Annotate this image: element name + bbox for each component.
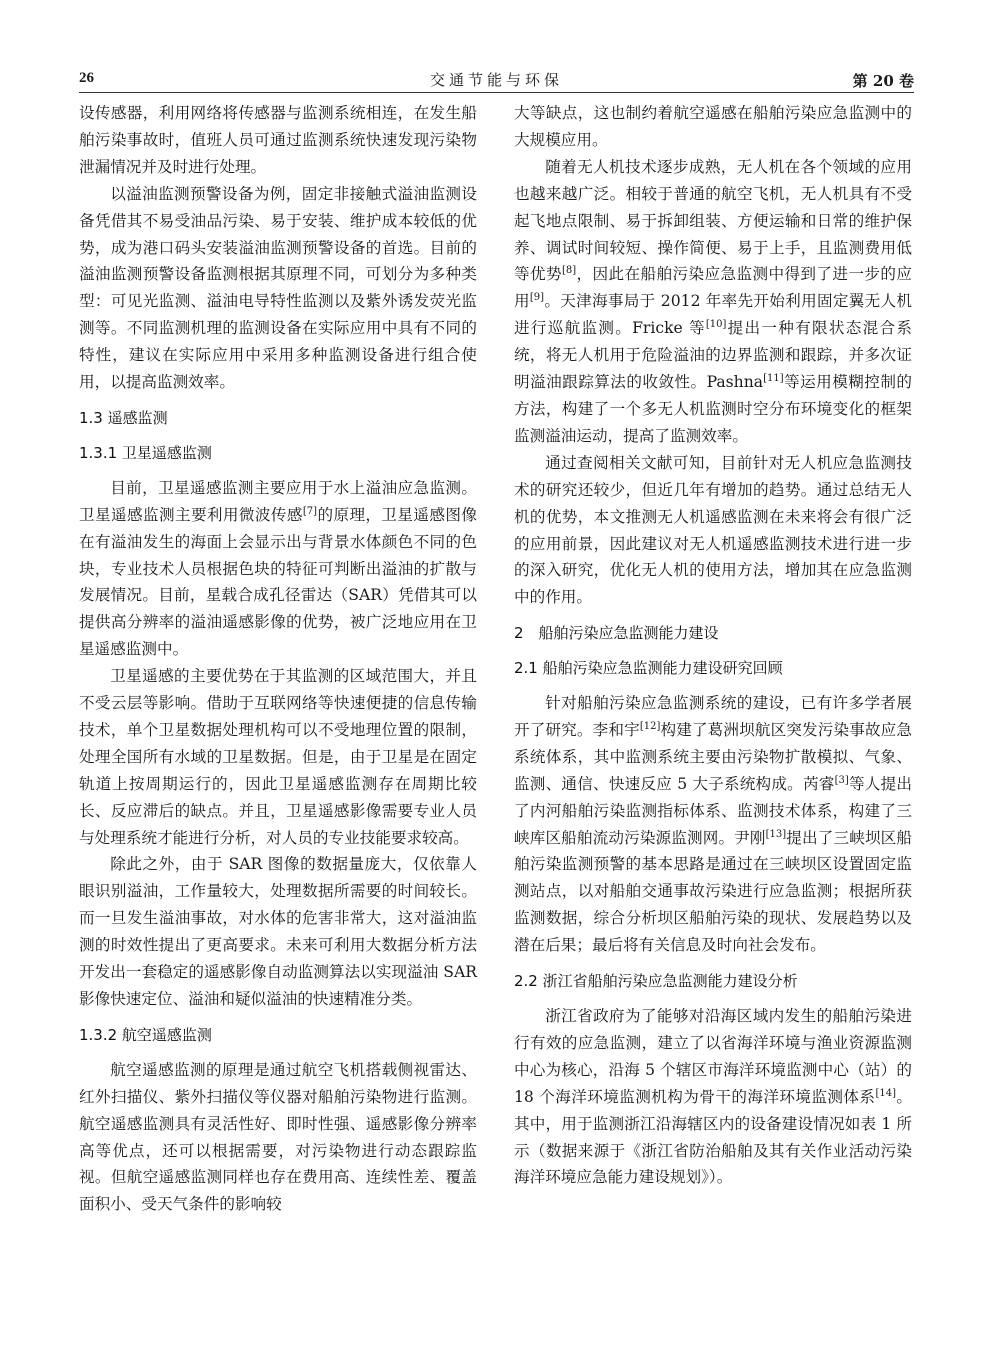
citation: [8] — [561, 265, 577, 277]
paragraph: 随着无人机技术逐步成熟，无人机在各个领域的应用也越来越广泛。相较于普通的航空飞机，无人机具有不受起飞地点限制、易于拆卸组装、方便运输和日常的维护保养、调试时间较短、操作简便、易于上手，且监测费用低等优势[8]，因此在船舶污染应急监测中得到了进一步的应用[9]。天津海事局于 2012 年率先开始利用固定翼无人机进行巡航监测。Fricke 等[10]提出一种有限状态混合系统，将无人机用于危险溢油的边界监测和跟踪，并多次证明溢油跟踪算法的收敛性。Pashna[11]等运用模糊控制的方法，构建了一个多无人机监测时空分布环境变化的框架监测溢油运动，提高了监测效率。 — [514, 157, 912, 445]
left-column — [79, 100, 477, 1218]
citation: [7] — [302, 505, 318, 517]
paragraph: 目前，卫星遥感监测主要应用于水上溢油应急监测。卫星遥感监测主要利用微波传感[7]的原理，卫星遥感图像在有溢油发生的海面上会显示出与背景水体颜色不同的色块，专业技术人员根据色块的特征可判断出溢油的扩散与发展情况。目前，星载合成孔径雷达（SAR）凭借其可以提供高分辨率的溢油遥感影像的优势，被广泛地应用在卫星遥感监测中。 — [79, 478, 477, 659]
citation: [10] — [705, 319, 727, 331]
paragraph: 航空遥感监测的原理是通过航空飞机搭载侧视雷达、红外扫描仪、紫外扫描仪等仪器对船舶污染物进行监测。航空遥感监测具有灵活性好、即时性强、遥感影像分辨率高等优点，还可以根据需要，对污染物进行动态跟踪监视。但航空遥感监测同样也存在费用高、连续性差、覆盖面积小、受天气条件的影响较 — [79, 1060, 477, 1214]
citation: [3] — [834, 774, 849, 786]
subsection-heading-2-2: 2.2 浙江省船舶污染应急监测能力建设分析 — [514, 972, 798, 991]
volume-label: 第 20 卷 — [852, 72, 914, 90]
running-header — [79, 66, 914, 93]
subsection-heading-1-3-2: 1.3.2 航空遥感监测 — [79, 1025, 212, 1044]
citation: [9] — [529, 292, 545, 304]
citation: [13] — [765, 828, 787, 840]
paragraph: 设传感器，利用网络将传感器与监测系统相连，在发生船舶污染事故时，值班人员可通过监测系统快速发现污染物泄漏情况并及时进行处理。 — [79, 104, 477, 176]
paragraph: 浙江省政府为了能够对沿海区域内发生的船舶污染进行有效的应急监测，建立了以省海洋环境与渔业资源监测中心为核心，沿海 5 个辖区市海洋环境监测中心（站）的 18 个海洋环境监测机构为骨干的海洋环境监测体系[14]。其中，用于监测浙江沿海辖区内的设备建设情况如表 1 所示（数据来源于《浙江省防治船舶及其有关作业活动污染海洋环境应急能力建设规划》）。 — [514, 1007, 912, 1187]
paragraph: 除此之外，由于 SAR 图像的数据量庞大，仅依靠人眼识别溢油，工作量较大，处理数据所需要的时间较长。而一旦发生溢油事故，对水体的危害非常大，这对溢油监测的时效性提出了更高要求。未来可利用大数据分析方法开发出一套稳定的遥感影像自动监测算法以实现溢油 SAR 影像快速定位、溢油和疑似溢油的快速精准分类。 — [79, 855, 477, 1008]
subsection-heading-2-1: 2.1 船舶污染应急监测能力建设研究回顾 — [514, 659, 783, 678]
paragraph: 大等缺点，这也制约着航空遥感在船舶污染应急监测中的大规模应用。 — [514, 104, 912, 149]
journal-title: 交通节能与环保 — [429, 71, 563, 89]
section-heading-2: 2 船舶污染应急监测能力建设 — [514, 624, 719, 643]
citation: [12] — [639, 720, 661, 732]
paragraph: 卫星遥感的主要优势在于其监测的区域范围大，并且不受云层等影响。借助于互联网络等快速便捷的信息传输技术，单个卫星数据处理机构可以不受地理位置的限制，处理全国所有水域的卫星数据。但是，由于卫星是在固定轨道上按周期运行的，因此卫星遥感监测存在周期比较长、反应滞后的缺点。并且，卫星遥感影像需要专业人员与处理系统才能进行分析，对人员的专业技能要求较高。 — [79, 667, 477, 847]
right-column — [514, 100, 912, 1191]
section-heading-1-3: 1.3 遥感监测 — [79, 408, 168, 427]
citation: [14] — [875, 1087, 896, 1099]
subsection-heading-1-3-1: 1.3.1 卫星遥感监测 — [79, 443, 212, 462]
paragraph: 通过查阅相关文献可知，目前针对无人机应急监测技术的研究还较少，但近几年有增加的趋势。通过总结无人机的优势，本文推测无人机遥感监测在未来将会有很广泛的应用前景，因此建议对无人机遥感监测技术进行进一步的深入研究，优化无人机的使用方法，增加其在应急监测中的作用。 — [514, 453, 912, 607]
paragraph: 针对船舶污染应急监测系统的建设，已有许多学者展开了研究。李和宇[12]构建了葛洲坝航区突发污染事故应急系统体系，其中监测系统主要由污染物扩散模拟、气象、监测、通信、快速反应 5 大子系统构成。芮睿[3]等人提出了内河船舶污染监测指标体系、监测技术体系，构建了三峡库区船舶流动污染源监测网。尹刚[13]提出了三峡坝区船舶污染监测预警的基本思路是通过在三峡坝区设置固定监测站点，以对船舶交通事故污染进行应急监测；根据所获监测数据，综合分析坝区船舶污染的现状、发展趋势以及潜在后果；最后将有关信息及时向社会发布。 — [514, 694, 912, 955]
paragraph: 以溢油监测预警设备为例，固定非接触式溢油监测设备凭借其不易受油品污染、易于安装、维护成本较低的优势，成为港口码头安装溢油监测预警设备的首选。目前的溢油监测预警设备监测根据其原理不同，可划分为多种类型：可见光监测、溢油电导特性监测以及紫外诱发荧光监测等。不同监测机理的监测设备在实际应用中具有不同的特性，建议在实际应用中采用多种监测设备进行组合使用，以提高监测效率。 — [79, 184, 477, 392]
citation: [11] — [763, 372, 784, 384]
page-number: 26 — [79, 70, 94, 86]
